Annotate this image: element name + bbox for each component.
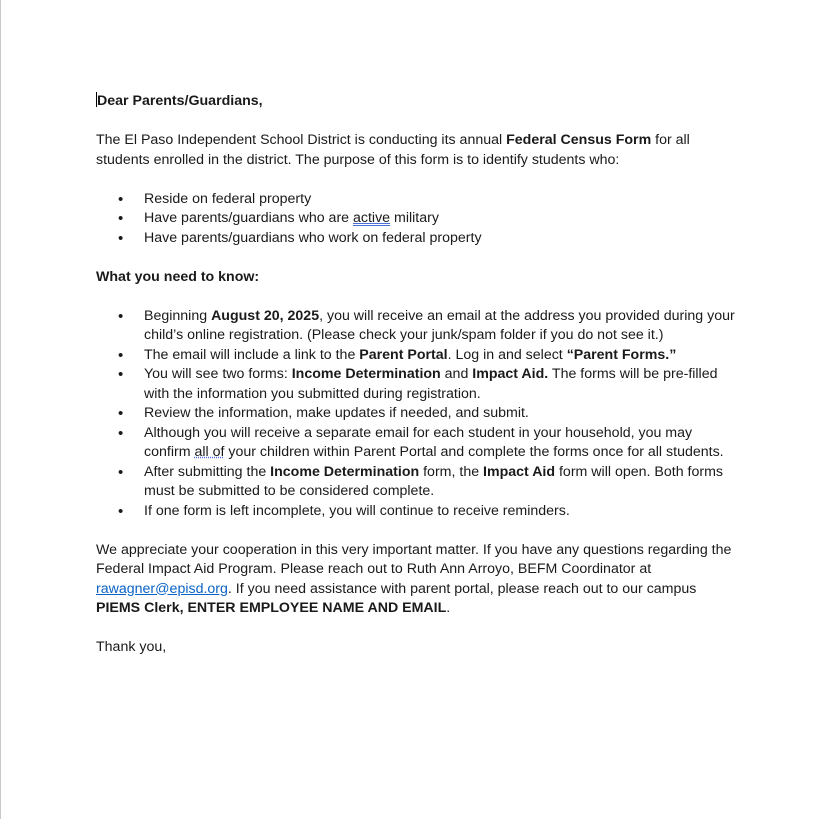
step-text: After submitting the bbox=[144, 463, 271, 480]
greeting-text: Dear Parents/Guardians, bbox=[97, 93, 263, 109]
step-bold: “Parent Forms.” bbox=[566, 346, 677, 363]
step-text: form, the bbox=[419, 463, 484, 480]
blank-line bbox=[96, 287, 736, 307]
step-text: your children within Parent Portal and complete the forms once for all students. bbox=[224, 444, 724, 460]
step-text: Review the information, make updates if needed, and submit. bbox=[144, 405, 529, 421]
closing-text: We appreciate your cooperation in this very important matter. If you have any questions regarding the Federal Impact Aid Program. Please reach out to Ruth Ann Arroyo, BEFM Coordinator at bbox=[96, 541, 732, 577]
step-text: , you will receive an email at the address you provided during your child’s online registration. (Please check your junk/spam folder if you do not see it.) bbox=[144, 307, 735, 343]
criteria-item bbox=[96, 229, 736, 249]
blank-line bbox=[96, 248, 736, 268]
grammar-flagged-word[interactable]: active bbox=[353, 210, 391, 226]
closing-text: . bbox=[446, 600, 451, 616]
step-bold: Income Determination bbox=[291, 366, 441, 382]
need-to-know-heading bbox=[96, 268, 736, 288]
criteria-item bbox=[96, 209, 736, 229]
intro-paragraph bbox=[96, 131, 736, 170]
blank-line bbox=[96, 112, 736, 132]
step-text: form will open. Both forms must be submitted to be considered complete. bbox=[144, 463, 723, 499]
blank-line bbox=[96, 521, 736, 541]
criteria-item-text: Have parents/guardians who are bbox=[144, 210, 353, 226]
step-text: Although you will receive a separate email for each student in your household, you may confirm bbox=[144, 424, 693, 460]
closing-paragraph bbox=[96, 541, 736, 619]
criteria-item bbox=[96, 190, 736, 210]
blank-line bbox=[96, 170, 736, 190]
step-bold: Income Determination bbox=[270, 463, 420, 480]
step-bold: Parent Portal bbox=[359, 346, 448, 363]
step-date: August 20, 2025 bbox=[211, 307, 320, 324]
criteria-list bbox=[96, 190, 736, 249]
document-body[interactable] bbox=[96, 92, 736, 658]
signoff bbox=[96, 638, 736, 658]
need-to-know-heading-text: What you need to know: bbox=[96, 268, 260, 285]
step-item bbox=[96, 424, 736, 463]
closing-bold-placeholder: PIEMS Clerk, ENTER EMPLOYEE NAME AND EMAIL bbox=[96, 600, 447, 616]
step-item bbox=[96, 307, 736, 346]
step-item bbox=[96, 404, 736, 424]
step-text: Beginning bbox=[144, 307, 212, 324]
grammar-flagged-word[interactable]: all of bbox=[194, 444, 225, 460]
step-text: You will see two forms: bbox=[144, 366, 292, 382]
step-text: The forms will be pre-filled with the information you submitted during registration. bbox=[144, 366, 718, 402]
step-text: . Log in and select bbox=[447, 346, 567, 363]
criteria-item-text: military bbox=[390, 210, 439, 226]
intro-bold-form-name: Federal Census Form bbox=[506, 132, 652, 148]
step-bold: Impact Aid. bbox=[472, 366, 549, 382]
step-bold: Impact Aid bbox=[483, 463, 556, 480]
email-link[interactable]: rawagner@episd.org bbox=[96, 580, 228, 597]
step-item bbox=[96, 365, 736, 404]
intro-text-2: for all students enrolled in the district. The purpose of this form is to identify students who: bbox=[96, 132, 690, 168]
blank-line bbox=[96, 619, 736, 639]
step-item bbox=[96, 463, 736, 502]
greeting bbox=[96, 92, 736, 112]
intro-text-1: The El Paso Independent School District is conducting its annual bbox=[96, 132, 507, 148]
page-left-edge bbox=[0, 0, 1, 819]
steps-list bbox=[96, 307, 736, 522]
closing-text: . If you need assistance with parent portal, please reach out to our campus bbox=[227, 580, 697, 597]
step-item bbox=[96, 502, 736, 522]
step-item bbox=[96, 346, 736, 366]
step-text: The email will include a link to the bbox=[144, 346, 360, 363]
step-text: and bbox=[440, 366, 473, 382]
signoff-text: Thank you, bbox=[96, 639, 167, 655]
criteria-item-text: Reside on federal property bbox=[144, 190, 312, 207]
step-text: If one form is left incomplete, you will continue to receive reminders. bbox=[144, 502, 570, 519]
criteria-item-text: Have parents/guardians who work on federal property bbox=[144, 229, 482, 246]
